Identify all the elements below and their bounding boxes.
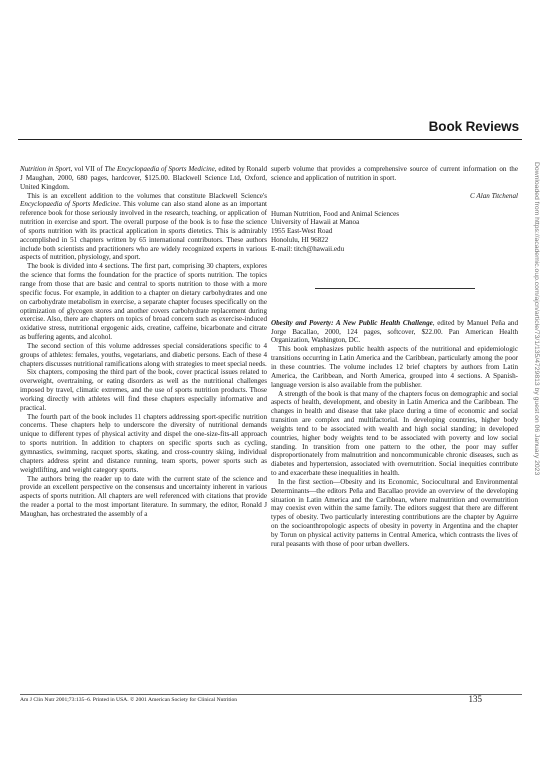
right-column — [271, 165, 518, 549]
address-line: Honolulu, HI 96822 — [271, 236, 329, 245]
review1-paragraph: Six chapters, composing the third part of the book, cover practical issues related to overweight, overtraining, or eating disorders as well as the nutritional challenges imposed by travel, climatic extremes, and the use of sports nutrition products. Those working directly with athletes will find these chapters especially informative and practical. — [20, 368, 267, 412]
review1-paragraph-continued: superb volume that provides a comprehensive source of current information on the science and application of nutrition in sport. — [271, 165, 518, 182]
review1-paragraph: The authors bring the reader up to date with the current state of the science and provide an excellent perspective on the consensus and uncertainty inherent in various aspects of sports nutrition. All chapters are well referenced with citations that provide the reader a portal to the most important literature. In summary, the editor, Ronald J Maughan, has orchestrated the assembly of a — [20, 474, 267, 518]
review2-paragraph: In the first section—Obesity and its Economic, Sociocultural and Environmental Determinants—the editors Peña and Bacallao provide an overview of the developing situation in Latin America and the Caribbean, where malnutrition and overnutrition may coexist even within the same family. The editors suggest that there are different types of obesity. Two particularly interesting contributions are the chapter by Aguirre on the socioanthropologic aspects of obesity in poverty in Argentina and the chapter by Torun on physical activity patterns in Central America, which contrasts the lives of rural peasants with those of poor urban dwellers. — [271, 477, 518, 548]
review2-paragraph: This book emphasizes public health aspects of the nutritional and epidemiologic transitions occurring in Latin America and the Caribbean, particularly among the poor in these countries. The volume includes 12 brief chapters by authors from Latin America, the Caribbean, and North America, grouped into 4 sections. A Spanish-language version is also available from the publisher. — [271, 345, 518, 389]
address-line: Human Nutrition, Food and Animal Sciences — [271, 209, 400, 218]
address-line: University of Hawaii at Manoa — [271, 218, 360, 227]
reviewer-name: C Alan Titchenal — [470, 191, 518, 200]
address-line: 1955 East-West Road — [271, 227, 333, 236]
left-column — [20, 165, 267, 519]
review1-paragraph: This is an excellent addition to the volumes that constitute Blackwell Science's Encyclopaedia of Sports Medicine. This volume can also stand alone as an important reference book for those seriously involved in the research, teaching, or application of nutrition in exercise and sport. The overall purpose of the book is to fuse the science of sports nutrition with its practical application in sports dietetics. This is admirably accomplished in 51 chapters written by 65 international contributors. These authors include both scientists and practitioners who are widely recognized experts in various aspects of nutrition, physiology, and sport. — [20, 191, 267, 262]
review1-title: Nutrition in Sport — [20, 165, 71, 173]
review1-paragraph: The second section of this volume addresses special considerations specific to 4 groups of athletes: females, youths, vegetarians, and diabetic persons. Each of these 4 chapters discusses nutritional ramifications along with strategies to meet special needs. — [20, 341, 267, 368]
footer-citation: Am J Clin Nutr 2001;73:135–6. Printed in USA. © 2001 American Society for Clinical Nutrition — [20, 697, 238, 703]
review1-paragraph: The fourth part of the book includes 11 chapters addressing sport-specific nutrition concerns. These chapters help to underscore the diversity of nutritional demands unique to different types of physical activity and dispel the one-size-fits-all approach to sports nutrition. In addition to chapters on specific sports such as cycling, gymnastics, swimming, racquet sports, skating, and cross-country skiing, individual chapters address sprint and distance running, team sports, power sports such as weightlifting, and weight category sports. — [20, 412, 267, 474]
review-separator — [315, 288, 475, 289]
review1-paragraph: The book is divided into 4 sections. The first part, comprising 30 chapters, explores the science that forms the foundation for the practice of sports nutrition. The topics range from those that are basic and central to sports nutrition to those with a more specific focus. For example, in addition to a chapter on dietary carbohydrates and one on carbohydrate metabolism in exercise, a separate chapter focuses specifically on the optimization of glycogen stores and another covers carbohydrate replacement during exercise. Also, there are chapters on topics of broad concern such as exercise-induced oxidative stress, nutritional ergogenic aids, creatine, caffeine, bicarbonate and citrate as buffering agents, and alcohol. — [20, 262, 267, 342]
download-note: Downloaded from https://academic.oup.com/ajcn/article/73/1/135/4729813 by guest on 06 January 2023 — [533, 162, 540, 476]
page-number: 135 — [468, 694, 482, 704]
review1-citation: Nutrition in Sport, vol VII of The Encyclopaedia of Sports Medicine, edited by Ronald J Maughan, 2000, 680 pages, hardcover, $125.00. Blackwell Science Ltd, Oxford, United Kingdom. — [20, 165, 268, 191]
reviewer-email: E-mail: titch@hawaii.edu — [271, 244, 345, 253]
review1-series: The Encyclopaedia of Sports Medicine — [104, 165, 215, 173]
review2-title: Obesity and Poverty: A New Public Health Challenge — [271, 318, 433, 327]
reviewer-address — [271, 210, 518, 254]
footer-rule — [20, 694, 522, 695]
review2-citation: Obesity and Poverty: A New Public Health Challenge, edited by Manuel Peña and Jorge Bacallao, 2000, 124 pages, softcover, $22.00. Pan American Health Organization, Washington, DC. — [271, 318, 518, 345]
review2-paragraph: A strength of the book is that many of the chapters focus on demographic and social aspects of health, development, and obesity in Latin America and the Caribbean. The changes in health and disease that take place during a time of economic and social transition are complex and multifactorial. In developing countries, higher body weights tend to be associated with wealth and high social standing; in developed countries, higher body weights tend to be associated with poverty and low social standing. In transition from one pattern to the other, the poor may suffer disproportionately from malnutrition and noncommunicable chronic diseases, such as diabetes and hypertension, associated with overnutrition. Social inequities contribute to and exacerbate these inequalities in health. — [271, 389, 518, 478]
section-title: Book Reviews — [428, 119, 519, 134]
header-rule — [18, 139, 522, 140]
